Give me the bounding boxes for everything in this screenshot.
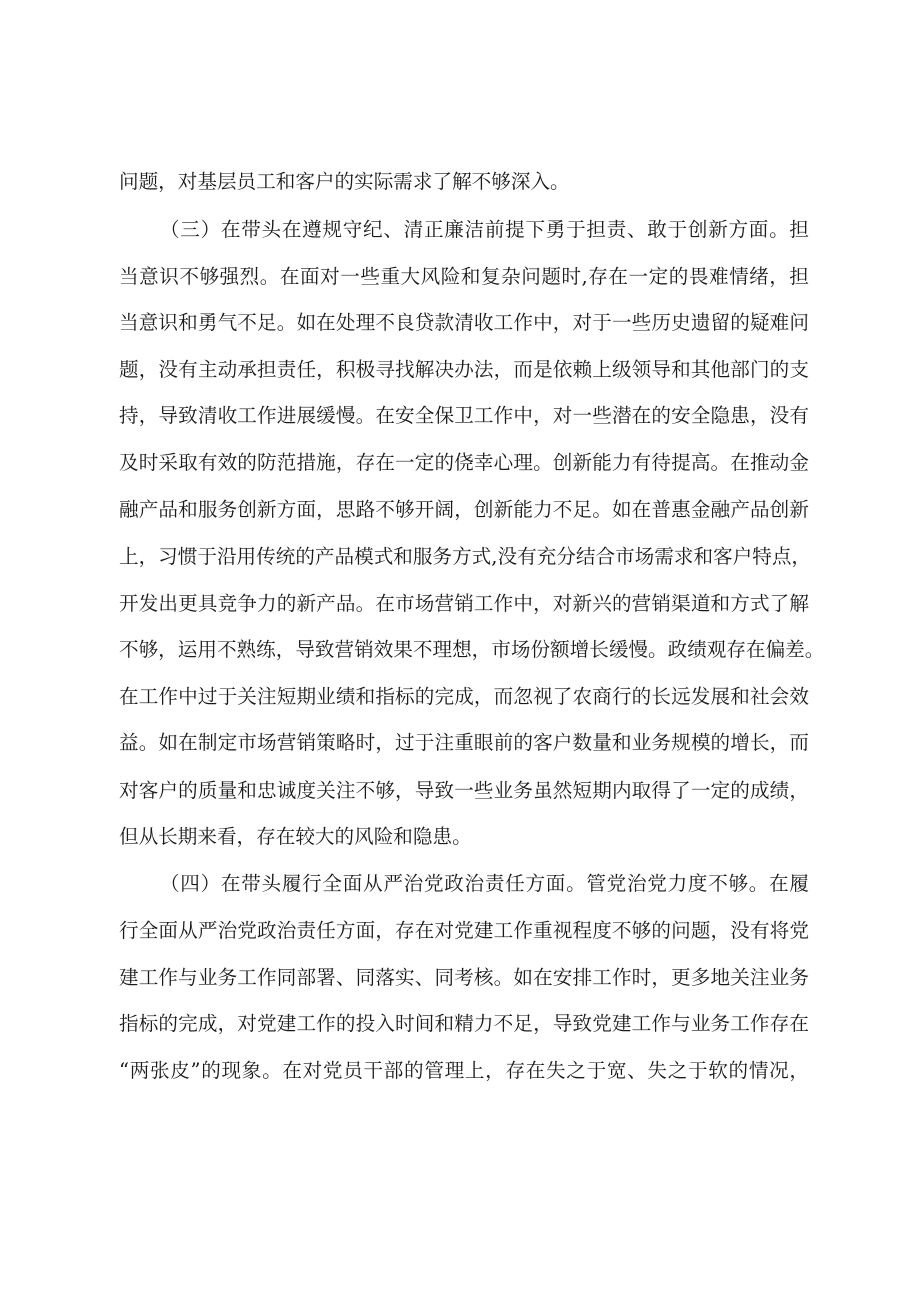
text-line: 对客户的质量和忠诚度关注不够，导致一些业务虽然短期内取得了一定的成绩， — [119, 779, 809, 802]
text-line: 上，习惯于沿用传统的产品模式和服务方式,没有充分结合市场需求和客户特点， — [119, 545, 812, 568]
text-line: （三）在带头在遵规守纪、清正廉洁前提下勇于担责、敢于创新方面。担 — [160, 218, 809, 241]
text-line: 开发出更具竞争力的新产品。在市场营销工作中，对新兴的营销渠道和方式了解 — [119, 592, 809, 615]
text-line: 但从长期来看，存在较大的风险和隐患。 — [119, 825, 472, 848]
text-line: （四）在带头履行全面从严治党政治责任方面。管党治党力度不够。在履 — [160, 872, 809, 895]
text-line: 问题，对基层员工和客户的实际需求了解不够深入。 — [119, 170, 570, 193]
text-line: 在工作中过于关注短期业绩和指标的完成，而忽视了农商行的长远发展和社会效 — [119, 685, 809, 708]
text-line: 持，导致清收工作进展缓慢。在安全保卫工作中，对一些潜在的安全隐患，没有 — [119, 404, 809, 427]
text-line: 不够，运用不熟练，导致营销效果不理想，市场份额增长缓慢。政绩观存在偏差。 — [119, 638, 825, 661]
text-line: 当意识和勇气不足。如在处理不良贷款清收工作中，对于一些历史遗留的疑难问 — [119, 311, 809, 334]
text-line: 行全面从严治党政治责任方面，存在对党建工作重视程度不够的问题，没有将党 — [119, 919, 809, 942]
text-line: 指标的完成，对党建工作的投入时间和精力不足，导致党建工作与业务工作存在 — [119, 1012, 809, 1035]
text-line: 题，没有主动承担责任，积极寻找解决办法，而是依赖上级领导和其他部门的支 — [119, 358, 809, 381]
text-line: 融产品和服务创新方面，思路不够开阔，创新能力不足。如在普惠金融产品创新 — [119, 498, 809, 521]
text-line: 益。如在制定市场营销策略时，过于注重眼前的客户数量和业务规模的增长，而 — [119, 731, 809, 754]
text-line: 及时采取有效的防范措施，存在一定的侥幸心理。创新能力有待提高。在推动金 — [119, 451, 809, 474]
text-line: “两张皮”的现象。在对党员干部的管理上，存在失之于宽、失之于软的情况， — [119, 1059, 809, 1082]
text-line: 建工作与业务工作同部署、同落实、同考核。如在安排工作时，更多地关注业务 — [119, 966, 809, 989]
text-line: 当意识不够强烈。在面对一些重大风险和复杂问题时,存在一定的畏难情绪，担 — [119, 265, 809, 288]
